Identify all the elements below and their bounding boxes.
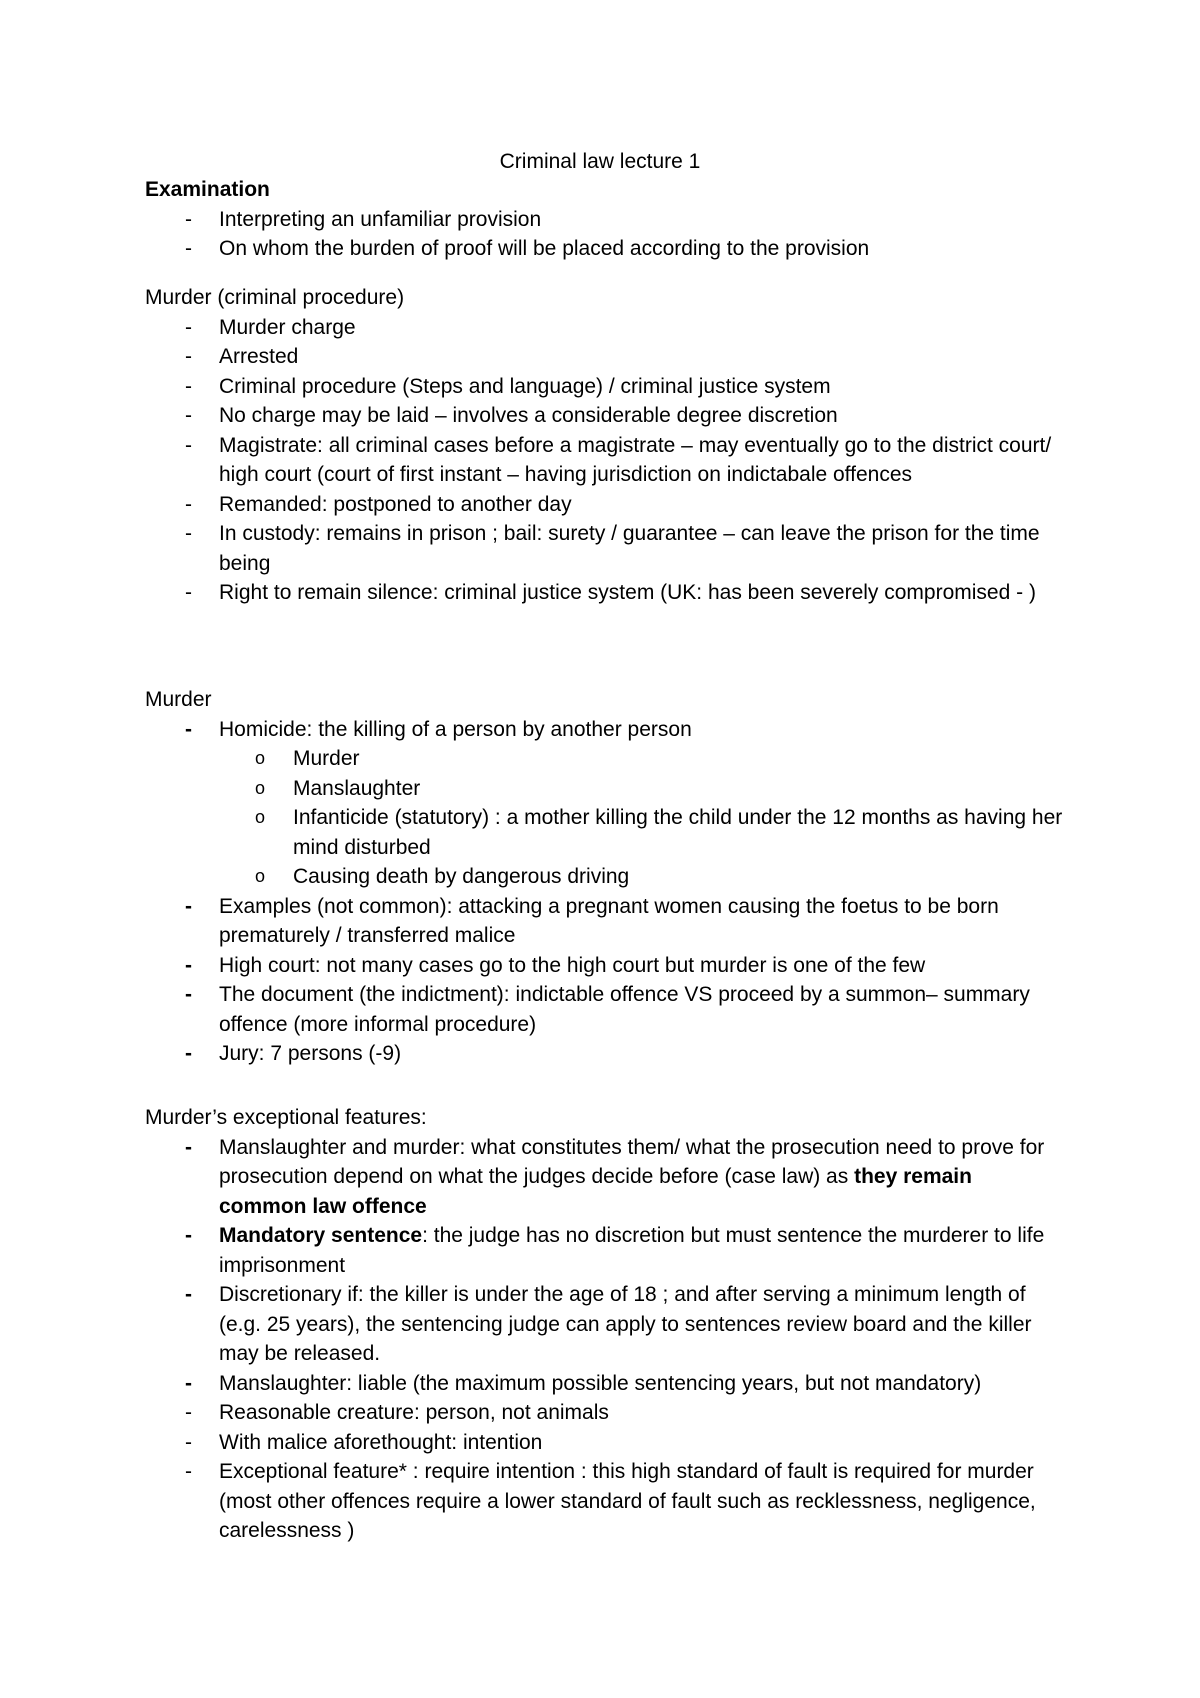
dash-bullet: - (185, 374, 192, 398)
list-item (145, 205, 1065, 235)
dash-bullet: - (185, 492, 192, 516)
list-item-text: Manslaughter and murder: what constitutes them/ what the prosecution need to prove for prosecution depend on what the judges decide before (case law) as (219, 1135, 1045, 1188)
list-item (145, 951, 1065, 981)
circle-bullet: o (255, 748, 266, 768)
list-item (145, 578, 1065, 608)
section-heading-procedure: Murder (criminal procedure) (145, 286, 405, 309)
section-heading-murder: Murder (145, 688, 212, 711)
dash-bullet: - (185, 404, 192, 427)
list-item-text: Murder (293, 747, 360, 770)
list-item-text: : the judge has no discretion but must sentence the murderer to life imprisonment (219, 1224, 1045, 1277)
circle-bullet: o (255, 777, 266, 798)
dash-bullet: - (185, 1135, 192, 1159)
examination-list (145, 205, 1065, 264)
list-item (145, 313, 1065, 343)
dash-bullet: - (185, 1042, 192, 1065)
sub-list-item (219, 744, 1065, 774)
section-murder (145, 685, 1065, 1069)
list-item-text: Manslaughter (293, 776, 421, 800)
list-item (145, 1428, 1065, 1458)
procedure-list (145, 313, 1065, 608)
dash-bullet: - (185, 1283, 192, 1306)
dash-bullet: - (185, 207, 192, 231)
list-item-text: Reasonable creature: person, not animals (219, 1401, 609, 1424)
list-item-text: Examples (not common): attacking a pregnant women causing the foetus to be born prematurely / transferred malice (219, 894, 999, 947)
list-item-text: Homicide: the killing of a person by another person (219, 717, 692, 741)
list-item-text: Jury: 7 persons (-9) (219, 1042, 402, 1065)
list-item-text: Interpreting an unfamiliar provision (219, 207, 542, 231)
list-item-text: Manslaughter: liable (the maximum possible sentencing years, but not mandatory) (219, 1371, 982, 1395)
list-item-text: Causing death by dangerous driving (293, 865, 630, 888)
section-features (145, 1103, 1065, 1546)
list-item (145, 1457, 1065, 1546)
list-item-text: Arrested (219, 345, 299, 368)
list-item (145, 1369, 1065, 1399)
list-item (145, 1280, 1065, 1369)
homicide-sublist (219, 744, 1065, 892)
dash-bullet: - (185, 433, 192, 457)
dash-bullet: - (185, 1430, 192, 1454)
list-item-text: With malice aforethought: intention (219, 1430, 543, 1454)
dash-bullet: - (185, 1224, 192, 1247)
list-item (145, 1221, 1065, 1280)
list-item (145, 401, 1065, 431)
list-item-text: Infanticide (statutory) : a mother killing the child under the 12 months as having her mind disturbed (293, 806, 1063, 859)
dash-bullet: - (185, 581, 192, 604)
list-item (145, 342, 1065, 372)
sub-list-item (219, 803, 1065, 862)
emphasis-text: Mandatory sentence (219, 1224, 423, 1247)
section-examination (145, 175, 1065, 264)
circle-bullet: o (255, 866, 266, 886)
list-item (145, 234, 1065, 264)
dash-bullet: - (185, 894, 192, 918)
list-item (145, 372, 1065, 402)
list-item (145, 715, 1065, 892)
section-heading-examination: Examination (145, 178, 270, 201)
list-item (145, 1133, 1065, 1222)
list-item-text: Criminal procedure (Steps and language) / criminal justice system (219, 374, 831, 398)
list-item-text: High court: not many cases go to the high court but murder is one of the few (219, 953, 926, 977)
list-item (145, 1039, 1065, 1069)
list-item (145, 892, 1065, 951)
list-item (145, 431, 1065, 490)
list-item (145, 519, 1065, 578)
sub-list-item (219, 862, 1065, 892)
list-item-text: Murder charge (219, 315, 356, 339)
section-procedure (145, 283, 1065, 608)
list-item-text: Magistrate: all criminal cases before a magistrate – may eventually go to the district court/ high court (court of first instant – having jurisdiction on indictabale offences (219, 433, 1052, 486)
dash-bullet: - (185, 1460, 192, 1483)
sub-list-item (219, 774, 1065, 804)
list-item-text: In custody: remains in prison ; bail: surety / guarantee – can leave the prison for the time being (219, 522, 1040, 575)
list-item (145, 490, 1065, 520)
dash-bullet: - (185, 953, 192, 977)
dash-bullet: - (185, 237, 192, 260)
dash-bullet: - (185, 1371, 192, 1395)
dash-bullet: - (185, 983, 192, 1006)
list-item-text: No charge may be laid – involves a considerable degree discretion (219, 404, 838, 427)
dash-bullet: - (185, 1401, 192, 1424)
dash-bullet: - (185, 345, 192, 368)
emphasis-text: they remain common law offence (219, 1165, 972, 1218)
list-item-text: The document (the indictment): indictable offence VS proceed by a summon– summary offence (more informal procedure) (219, 983, 1030, 1036)
list-item-text: On whom the burden of proof will be placed according to the provision (219, 237, 870, 260)
circle-bullet: o (255, 807, 266, 827)
features-list (145, 1133, 1065, 1546)
murder-list (145, 715, 1065, 1069)
dash-bullet: - (185, 522, 192, 545)
dash-bullet: - (185, 717, 192, 741)
list-item (145, 980, 1065, 1039)
list-item-text: Right to remain silence: criminal justice system (UK: has been severely compromised - ) (219, 581, 1036, 604)
page-title: Criminal law lecture 1 (499, 150, 701, 173)
section-heading-features: Murder’s exceptional features: (145, 1106, 427, 1129)
list-item (145, 1398, 1065, 1428)
list-item-text: Discretionary if: the killer is under the age of 18 ; and after serving a minimum length of (e.g. 25 years), the sentencing judge can apply to sentences review board and the killer may be released. (219, 1283, 1032, 1365)
dash-bullet: - (185, 315, 192, 339)
list-item-text: Exceptional feature* : require intention : this high standard of fault is required for murder (most other offences require a lower standard of fault such as recklessness, negligence, carelessness ) (219, 1460, 1036, 1542)
list-item-text: Remanded: postponed to another day (219, 492, 572, 516)
